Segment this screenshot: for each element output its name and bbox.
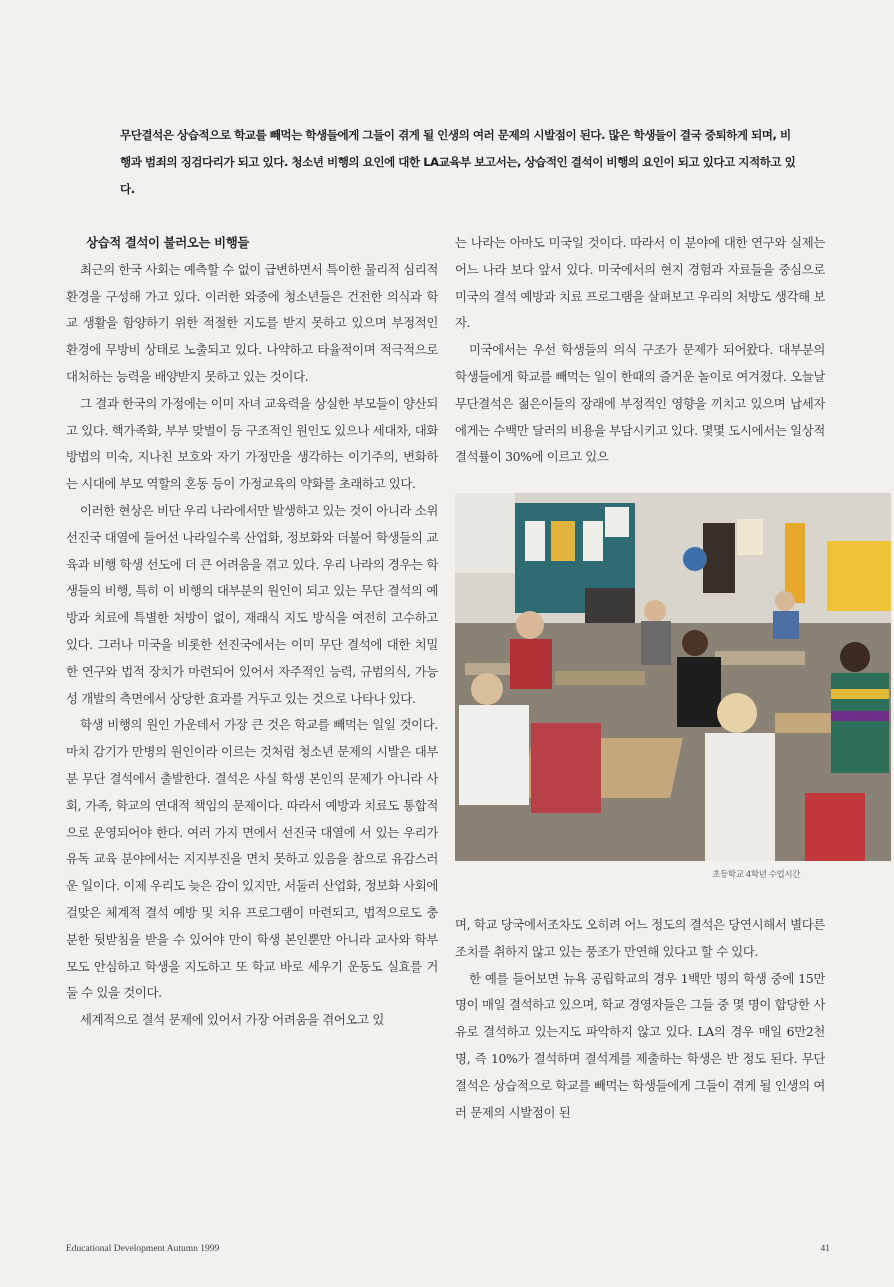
classroom-photo bbox=[455, 493, 891, 861]
body-paragraph: 미국에서는 우선 학생들의 의식 구조가 문제가 되어왔다. 대부분의 학생들에게 학교를 빼먹는 일이 한때의 즐거운 놀이로 여겨졌다. 오늘날 무단결석은 젊은이들의 장래에 부정적인 영향을 끼치고 있으며 납세자에게는 수백만 달러의 비용을 부담시키고 있다. 몇몇 도시에서는 일상적 결석률이 30%에 이르고 있으 bbox=[455, 342, 825, 465]
section-heading: 상습적 결석이 불러오는 비행들 bbox=[86, 235, 249, 250]
journal-footer: Educational Development Autumn 1999 bbox=[66, 1244, 220, 1254]
body-paragraph: 한 예를 들어보면 뉴욕 공립학교의 경우 1백만 명의 학생 중에 15만 명이 매일 결석하고 있으며, 학교 경영자들은 그들 중 몇 명이 합당한 사유로 결석하고 있는지도 파악하지 않고 있다. LA의 경우 매일 6만2천명, 즉 10%가 결석하며 결석계를 제출하는 학생은 반 정도 된다. 무단결석은 상습적으로 학교를 빼먹는 학생들에게 그들이 겪게 될 인생의 여러 문제의 시발점이 된 bbox=[455, 970, 825, 1120]
photo-caption: 초등학교 4학년 수업시간 bbox=[712, 870, 800, 880]
page-number: 41 bbox=[820, 1244, 830, 1254]
body-paragraph: 학생 비행의 원인 가운데서 가장 큰 것은 학교를 빼먹는 일일 것이다. 마치 감기가 만병의 원인이라 이르는 것처럼 청소년 문제의 시발은 대부분 무단 결석에서 출발한다. 결석은 사실 학생 본인의 문제가 아니라 사회, 가족, 학교의 연대적 책임의 문제이다. 따라서 예방과 치료도 통합적으로 운영되어야 한다. 여러 가지 면에서 선진국 대열에 서 있는 우리가 유독 교육 분야에서는 지지부진을 면치 못하고 있음을 참으로 유감스러운 일이다. 이제 우리도 늦은 감이 있지만, 서둘러 산업화, 정보화 사회에 걸맞은 체계적 결석 예방 및 치유 프로그램이 마련되고, 법적으로도 충분한 뒷받침을 받을 수 있어야 만이 학생 본인뿐만 아니라 교사와 학부모도 안심하고 학생을 지도하고 또 학교 바로 세우기 운동도 실효를 거둘 수 있을 것이다. bbox=[66, 717, 438, 1001]
right-column-top bbox=[455, 230, 825, 471]
left-column bbox=[66, 230, 438, 1034]
body-paragraph: 세계적으로 결석 문제에 있어서 가장 어려움을 겪어오고 있 bbox=[80, 1012, 384, 1028]
right-column-bottom bbox=[455, 912, 825, 1126]
classroom-illustration bbox=[455, 493, 891, 861]
body-paragraph: 는 나라는 아마도 미국일 것이다. 따라서 이 분야에 대한 연구와 실제는 어느 나라 보다 앞서 있다. 미국에서의 현지 경험과 자료들을 중심으로 미국의 결석 예방과 치료 프로그램을 살펴보고 우리의 처방도 생각해 보자. bbox=[455, 235, 825, 331]
body-paragraph: 최근의 한국 사회는 예측할 수 없이 급변하면서 특이한 물리적 심리적 환경을 구성해 가고 있다. 이러한 와중에 청소년들은 건전한 의식과 학교 생활을 함양하기 위한 적절한 지도를 받지 못하고 있으며 부정적인 환경에 무방비 상태로 노출되고 있다. 나약하고 타율적이며 적극적으로 대처하는 능력을 배양받지 못하고 있는 것이다. bbox=[66, 261, 438, 384]
body-paragraph: 이러한 현상은 비단 우리 나라에서만 발생하고 있는 것이 아니라 소위 선진국 대열에 들어선 나라일수록 산업화, 정보화와 더불어 학생들의 교육과 비행 학생 선도에 더 큰 어려움을 겪고 있다. 우리 나라의 경우는 학생들의 비행, 특히 이 비행의 대부분의 원인이 되고 있는 무단 결석의 예방과 치료에 특별한 처방이 없이, 재래식 지도 방식을 여전히 고수하고 있다. 그러나 미국을 비롯한 선진국에서는 이미 무단 결석에 대한 치밀한 연구와 법적 장치가 마련되어 있어서 자주적인 능력, 규범의식, 가능성 개발의 측면에서 상당한 효과를 거두고 있는 것으로 나타나 있다. bbox=[66, 502, 438, 706]
lead-paragraph: 무단결석은 상습적으로 학교를 빼먹는 학생들에게 그들이 겪게 될 인생의 여러 문제의 시발점이 된다. 많은 학생들이 결국 중퇴하게 되며, 비행과 범죄의 징검다리가 되고 있다. 청소년 비행의 요인에 대한 LA교육부 보고서는, 상습적인 결석이 비행의 요인이 되고 있다고 지적하고 있다. bbox=[120, 128, 796, 196]
body-paragraph: 그 결과 한국의 가정에는 이미 자녀 교육력을 상실한 부모들이 양산되고 있다. 핵가족화, 부부 맞벌이 등 구조적인 원인도 있으나 세대차, 대화방법의 미숙, 지나친 보호와 자기 가정만을 생각하는 이기주의, 변화하는 시대에 부모 역할의 혼동 등이 가정교육의 약화를 초래하고 있다. bbox=[66, 395, 438, 492]
body-paragraph: 며, 학교 당국에서조차도 오히려 어느 정도의 결석은 당연시해서 별다른 조치를 취하지 않고 있는 풍조가 만연해 있다고 할 수 있다. bbox=[455, 917, 825, 959]
